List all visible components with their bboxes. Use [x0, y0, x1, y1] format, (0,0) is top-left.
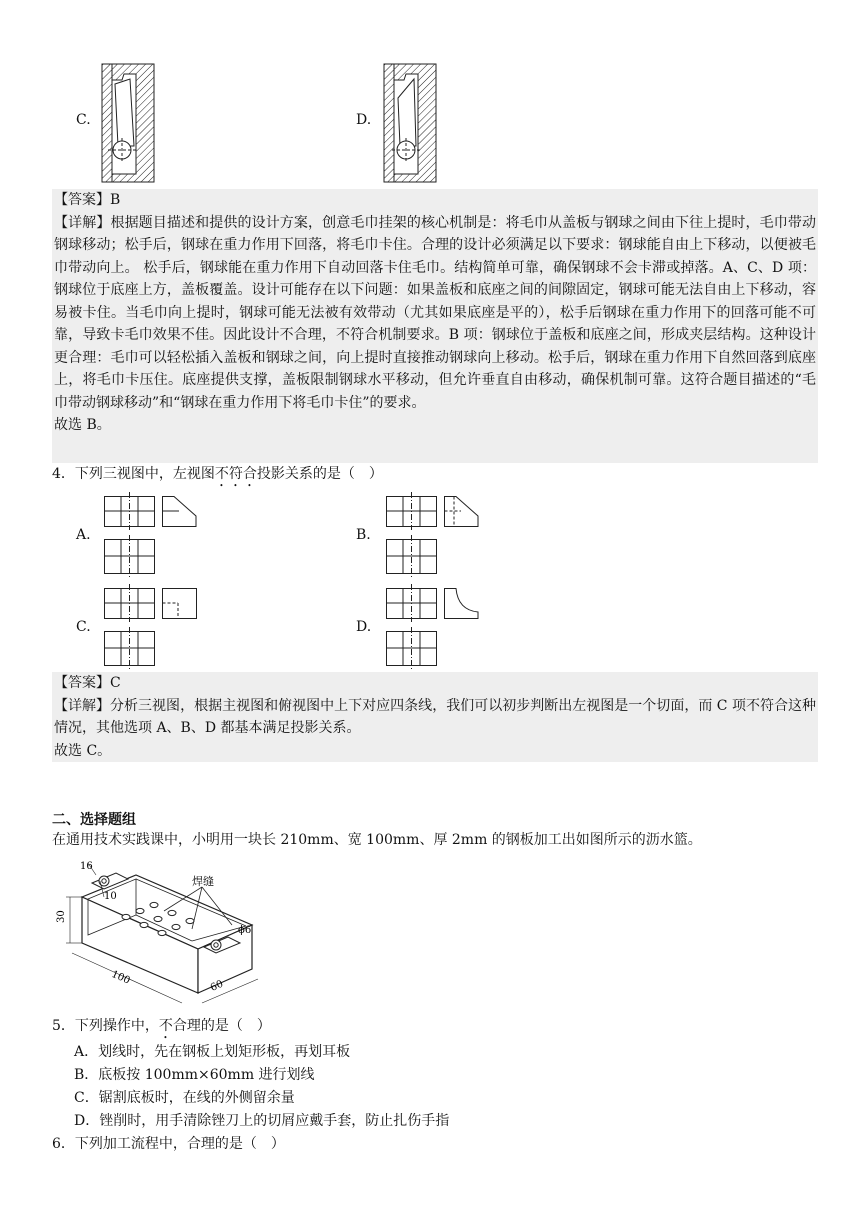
- q4-option-b-figure: [386, 496, 482, 578]
- conclusion-q4: 故选 C。: [54, 742, 112, 759]
- q4-option-b-label: B.: [356, 527, 371, 543]
- q5-option-b: B．底板按 100mm×60mm 进行划线: [74, 1067, 315, 1083]
- drain-basket-figure: [52, 855, 272, 1015]
- q4-option-c-figure: [104, 588, 200, 670]
- detail-q3: 【详解】根据题目描述和提供的设计方案，创意毛巾挂架的核心机制是：将毛巾从盖板与钢球之间由下往上提时，毛巾带动钢球移动；松手后，钢球在重力作用下回落，将毛巾卡住。合理的设计必须满足以下要求：钢球能自由上下移动，以便被毛巾带动向上。 松手后，钢球能在重力作用下自动回落卡住毛巾。结构简单可靠，确保钢球不会卡滞或掉落。A、C、D 项：钢球位于底座上方，盖板覆盖。设计可能存在以下问题：如果盖板和底座之间的间隙固定，钢球可能无法自由上下移动，容易被卡住。当毛巾向上提时，钢球可能无法被有效带动（尤其如果底座是平的），松手后钢球在重力作用下的回落可能不可靠，导致卡毛巾效果不佳。因此设计不合理，不符合机制要求。B 项：钢球位于盖板和底座之间，形成夹层结构。这种设计更合理：毛巾可以轻松插入盖板和钢球之间，向上提时直接推动钢球向上移动。松手后，钢球在重力作用下自然回落到底座上，将毛巾卡压住。底座提供支撑，盖板限制钢球水平移动，但允许垂直自由移动，确保机制可靠。这符合题目描述的“毛巾带动钢球移动”和“钢球在重力作用下将毛巾卡住”的要求。: [54, 214, 816, 411]
- q4-option-a-label: A.: [76, 527, 91, 543]
- emphasis-text: 不: [158, 1018, 173, 1034]
- answer-block-q3: [52, 189, 818, 463]
- option-d-label: D.: [356, 112, 372, 128]
- q4-option-c-label: C.: [76, 619, 91, 635]
- option-c-label: C.: [76, 112, 91, 128]
- dim-100: 100: [109, 968, 132, 987]
- question-6-stem: 6．下列加工流程中，合理的是（ ）: [52, 1136, 285, 1152]
- dim-60: 60: [208, 978, 225, 994]
- option-c-figure: [98, 62, 160, 184]
- question-4-stem: 4．下列三视图中，左视图不符合投影关系的是（ ）: [52, 466, 383, 482]
- dim-16: 16: [80, 861, 93, 872]
- q5-option-c: C．锯割底板时，在线的外侧留余量: [74, 1090, 295, 1106]
- weld-label: 焊缝: [192, 875, 214, 888]
- dim-phi6: ϕ6: [238, 925, 252, 936]
- q5-option-d: D．锉削时，用手清除锉刀上的切屑应戴手套，防止扎伤手指: [74, 1113, 450, 1129]
- option-d-figure: [380, 62, 442, 184]
- detail-q4: 【详解】分析三视图，根据主视图和俯视图中上下对应四条线，我们可以初步判断出左视图是一个切面，而 C 项不符合这种情况，其他选项 A、B、D 都基本满足投影关系。: [54, 697, 816, 736]
- q5-option-a: A．划线时，先在钢板上划矩形板，再划耳板: [74, 1044, 351, 1060]
- q4-option-a-figure: [104, 496, 200, 578]
- answer-q3: 【答案】B: [54, 192, 121, 208]
- question-5-stem: 5．下列操作中，不合理的是（ ）: [52, 1018, 271, 1034]
- dim-10: 10: [104, 891, 117, 902]
- dim-30: 30: [56, 910, 67, 923]
- section-intro: 在通用技术实践课中，小明用一块长 210mm、宽 100mm、厚 2mm 的钢板加工出如图所示的沥水篮。: [52, 832, 702, 848]
- section-title: 二、选择题组: [52, 812, 136, 828]
- emphasis-text: 不符合: [214, 466, 257, 482]
- answer-block-q4: [52, 672, 818, 762]
- q4-option-d-label: D.: [356, 619, 372, 635]
- conclusion-q3: 故选 B。: [54, 417, 111, 433]
- answer-q4: 【答案】C: [54, 675, 121, 691]
- q4-option-d-figure: [386, 588, 482, 670]
